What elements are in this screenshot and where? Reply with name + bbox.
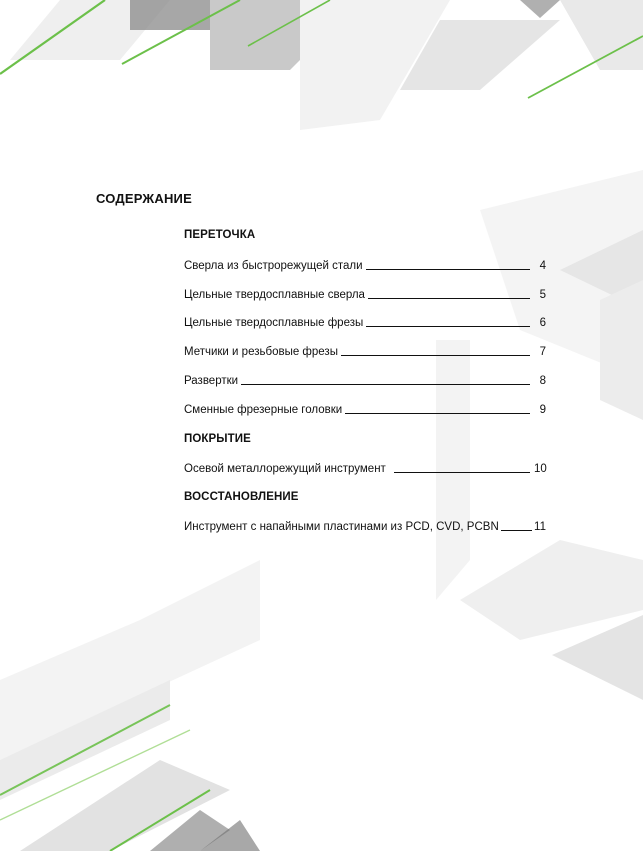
toc-entry[interactable]: [184, 314, 546, 330]
toc-entry-page: 4: [539, 260, 546, 272]
page-title: СОДЕРЖАНИЕ: [96, 191, 192, 206]
toc-entry-label: Метчики и резьбовые фрезы: [184, 346, 338, 358]
toc-entry-page: 6: [539, 317, 546, 329]
toc-leader-line: [366, 269, 530, 270]
section-heading-regrinding: ПЕРЕТОЧКА: [184, 229, 256, 241]
toc-entry-label: Развертки: [184, 375, 239, 387]
toc-entry[interactable]: [184, 343, 546, 359]
toc-entry-label: Цельные твердосплавные сверла: [184, 289, 365, 301]
toc-entry-page: 9: [539, 404, 546, 416]
toc-leader-line: [394, 472, 530, 473]
toc-leader-line: [501, 530, 532, 531]
toc-entry-page: 8: [539, 375, 546, 387]
toc-entry-label: Цельные твердосплавные фрезы: [184, 317, 364, 329]
toc-leader-line: [366, 326, 530, 327]
toc-entry[interactable]: [184, 401, 546, 417]
toc-entry[interactable]: [184, 460, 546, 476]
toc-leader-line: [341, 355, 530, 356]
toc-entry-page: 10: [534, 463, 547, 475]
toc-leader-line: [241, 384, 530, 385]
toc-entry[interactable]: [184, 257, 546, 273]
toc-entry-label: Осевой металлорежущий инструмент: [184, 463, 386, 475]
toc-entry[interactable]: [184, 372, 546, 388]
toc-entry-label: Сверла из быстрорежущей стали: [184, 260, 363, 272]
toc-entry-label: Инструмент с напайными пластинами из PCD, CVD, PCBN: [184, 521, 499, 533]
toc-leader-line: [345, 413, 530, 414]
toc-leader-line: [368, 298, 530, 299]
toc-entry[interactable]: [184, 518, 546, 534]
toc-entry-page: 7: [539, 346, 546, 358]
toc-entry-page: 11: [534, 521, 546, 533]
section-heading-restoration: ВОССТАНОВЛЕНИЕ: [184, 491, 299, 503]
toc-entry[interactable]: [184, 286, 546, 302]
section-heading-coating: ПОКРЫТИЕ: [184, 433, 251, 445]
toc-entry-page: 5: [539, 289, 546, 301]
toc-entry-label: Сменные фрезерные головки: [184, 404, 343, 416]
